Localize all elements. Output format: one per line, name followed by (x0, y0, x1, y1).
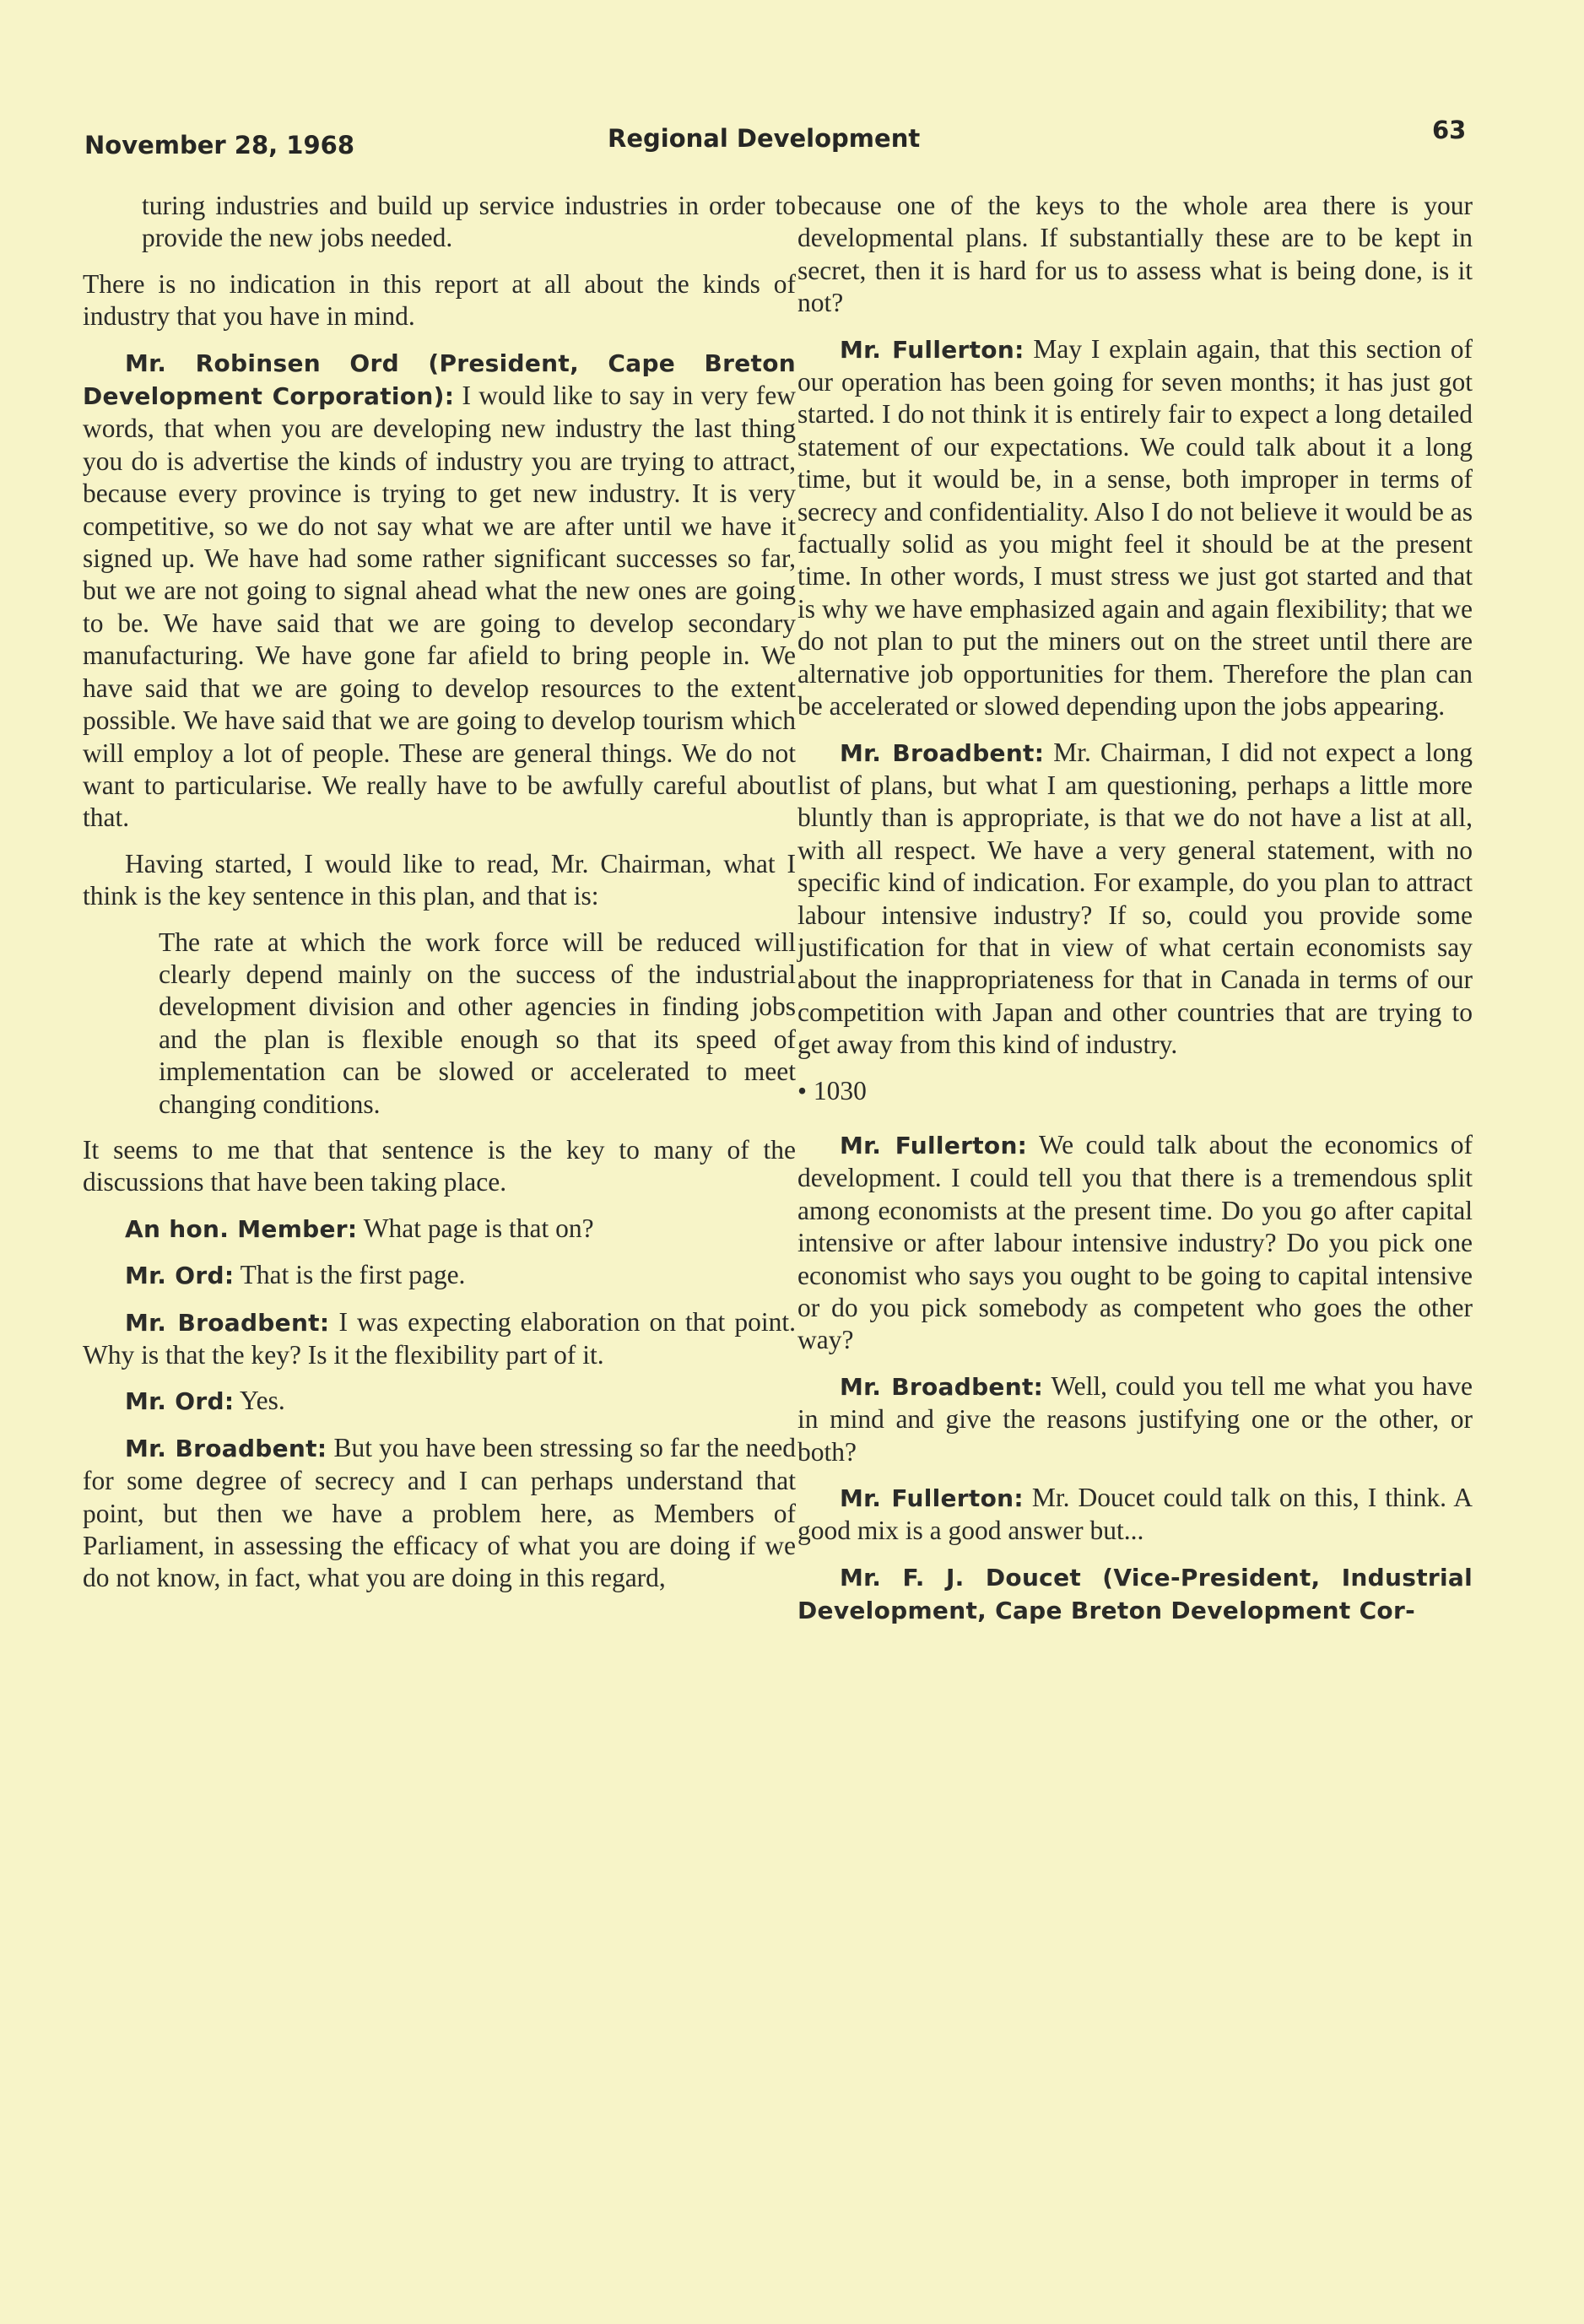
speech-text: But you have been stressing so far the need for some degree of secrecy and I can perhaps understand that point, but then we have a problem here, as Members of Parliament, in assessing the efficacy of what you are doing if we do not know, in fact, what you are doing in this regard, (83, 1432, 796, 1593)
speaker-name: Mr. Broadbent: (125, 1308, 330, 1337)
paragraph: There is no indication in this report at all about the kinds of industry that you have in mind. (83, 268, 796, 332)
left-column (83, 190, 796, 1608)
speaker-name: Mr. Ord: (125, 1262, 235, 1290)
paragraph: It seems to me that that sentence is the key to many of the discussions that have been taking place. (83, 1134, 796, 1197)
paragraph: Having started, I would like to read, Mr. Chairman, what I think is the key sentence in this plan, and that is: (83, 848, 796, 911)
paragraph (83, 347, 796, 835)
paragraph (797, 1561, 1473, 1628)
speaker-name: Mr. Robinsen Ord (President, Cape Breton Development Corporation): (83, 349, 796, 411)
speaker-name: Mr. Broadbent: (840, 1372, 1044, 1401)
header-date: November 28, 1968 (84, 131, 354, 159)
speaker-name: Mr. Broadbent: (840, 738, 1045, 767)
speech-text: We could talk about the economics of development. I could tell you that there is a tremendous split among economists at the present time. Do you go after capital intensive or after labour intensive industry? Do you pick one economist who says you ought to be going to capital intensive or do you pick somebody as competent who goes the other way? (797, 1129, 1473, 1355)
speech-text: I would like to say in very few words, that when you are developing new industry the last thing you do is advertise the kinds of industry you are trying to attract, because every province is trying to get new industry. It is very competitive, so we do not say what we are after until we have it signed up. We have had some rather significant successes so far, but we are not going to signal ahead what the new ones are going to be. We have said that we are going to develop secondary manufacturing. We have gone far afield to bring people in. We have said that we are going to develop resources to the extent possible. We have said that we are going to develop tourism which will employ a lot of people. These are general things. We do not want to particularise. We really have to be awfully careful about that. (83, 381, 796, 833)
paragraph (83, 1213, 796, 1246)
page-number: 63 (1432, 116, 1467, 144)
time-marker: • 1030 (797, 1075, 867, 1105)
speaker-name: Mr. Fullerton: (840, 1131, 1028, 1159)
paragraph (797, 1370, 1473, 1468)
paragraph (83, 1385, 796, 1418)
right-column (797, 190, 1473, 1641)
paragraph (83, 1432, 796, 1595)
speaker-name: An hon. Member: (125, 1214, 358, 1243)
page-header (84, 116, 1468, 165)
paragraph (797, 1129, 1473, 1357)
speech-text: May I explain again, that this section of our operation has been going for seven months; it has just got started. I do not think it is entirely fair to expect a long detailed statement of our expectations. We could talk about it a long time, but it would be, in a sense, both improper in terms of secrecy and confidentiality. Also I do not believe it would be as factually solid as you might feel it should be at the present time. In other words, I must stress we just got started and that is why we have emphasized again and again flexibility; that we do not plan to put the miners out on the street until there are alternative job opportunities for them. Therefore the plan can be accelerated or slowed depending upon the jobs appearing. (797, 333, 1473, 722)
speech-text: What page is that on? (357, 1213, 594, 1243)
paragraph (797, 333, 1473, 723)
paragraph (83, 1306, 796, 1372)
paragraph: because one of the keys to the whole area there is your developmental plans. If substantially these are to be kept in secret, then it is hard for us to assess what is being done, is it not? (797, 191, 1473, 318)
speech-text: Well, could you tell me what you have in mind and give the reasons justifying one or the other, or both? (797, 1370, 1473, 1467)
speaker-name: Mr. Fullerton: (840, 1484, 1024, 1513)
speech-text: Mr. Doucet could talk on this, I think. A good mix is a good answer but... (797, 1483, 1473, 1546)
speaker-name: Mr. Fullerton: (840, 335, 1024, 364)
paragraph (797, 1482, 1473, 1548)
paragraph (83, 1259, 796, 1292)
speech-text: That is the first page. (234, 1260, 466, 1290)
speech-text: Mr. Chairman, I did not expect a long list of plans, but what I am questioning, perhaps a little more bluntly than is appropriate, is that we do not have a list at all, with all respect. We have a very general statement, with no specific kind of indication. For example, do you plan to attract labour intensive industry? If so, could you provide some justification for that in view of what certain economists say about the inappropriateness for that in Canada in terms of our competition with Japan and other countries that are trying to get away from this kind of industry. (797, 737, 1473, 1060)
paragraph (797, 737, 1473, 1062)
speaker-name: Mr. F. J. Doucet (Vice-President, Industrial Development, Cape Breton Development Cor- (797, 1563, 1473, 1625)
paragraph: turing industries and build up service industries in order to provide the new jobs needed. (142, 191, 796, 253)
speech-text: I was expecting elaboration on that point. Why is that the key? Is it the flexibility part of it. (83, 1306, 796, 1370)
speech-text: Yes. (234, 1386, 285, 1416)
speaker-name: Mr. Broadbent: (125, 1434, 327, 1462)
block-quote: The rate at which the work force will be reduced will clearly depend mainly on the success of the industrial development division and other agencies in finding jobs and the plan is flexible enough so that its speed of implementation can be slowed or accelerated to meet changing conditions. (159, 927, 796, 1119)
header-title: Regional Development (608, 124, 921, 153)
speaker-name: Mr. Ord: (125, 1387, 235, 1416)
